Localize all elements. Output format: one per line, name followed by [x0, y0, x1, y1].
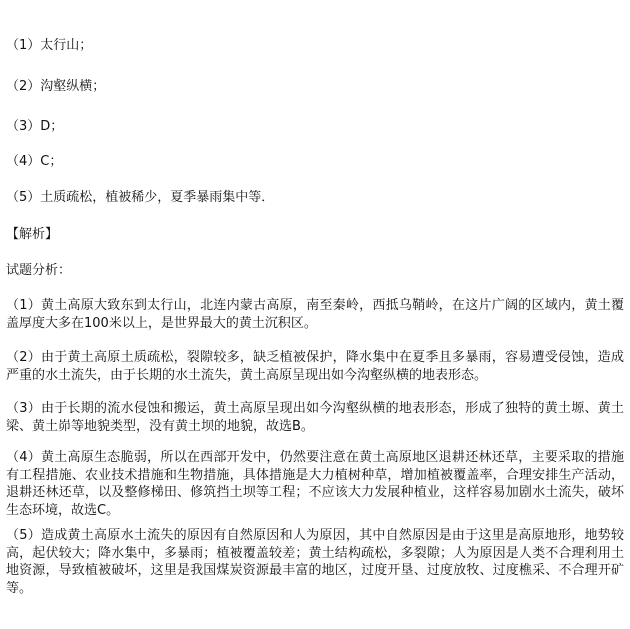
answer-3: （3）D；: [6, 119, 64, 134]
analysis-heading: 【解析】: [6, 227, 59, 242]
analysis-paragraph-5: （5）造成黄土高原水土流失的原因有自然原因和人为原因，其中自然原因是由于这里是高原地形，地势较高，起伏较大；降水集中，多暴雨；植被覆盖较差；黄土结构疏松，多裂隙；人为原因是人类不合理利用土地资源，导致植被破坏，这里是我国煤炭资源最丰富的地区，过度开垦、过度放牧、过度樵采、不合理开矿等。: [6, 528, 624, 596]
answer-4: （4）C；: [6, 154, 63, 169]
analysis-paragraph-1: （1）黄土高原大致东到太行山，北连内蒙古高原，南至秦岭，西抵乌鞘岭，在这片广阔的区域内，黄土覆盖厚度大多在100米以上，是世界最大的黄土沉积区。: [6, 298, 624, 331]
answer-2: （2）沟壑纵横；: [6, 79, 106, 94]
analysis-subheading: 试题分析：: [6, 263, 72, 278]
analysis-paragraph-3: （3）由于长期的流水侵蚀和搬运，黄土高原呈现出如今沟壑纵横的地表形态，形成了独特的黄土塬、黄土梁、黄土峁等地貌类型，没有黄土坝的地貌，故选B。: [6, 401, 624, 434]
analysis-paragraph-2: （2）由于黄土高原土质疏松，裂隙较多，缺乏植被保护，降水集中在夏季且多暴雨，容易遭受侵蚀，造成严重的水土流失，由于长期的水土流失，黄土高原呈现出如今沟壑纵横的地表形态。: [6, 350, 624, 383]
answer-5: （5）土质疏松，植被稀少，夏季暴雨集中等．: [6, 190, 275, 205]
answer-1: （1）太行山；: [6, 38, 93, 53]
analysis-paragraph-4: （4）黄土高原生态脆弱，所以在西部开发中，仍然要注意在黄土高原地区退耕还林还草，主要采取的措施有工程措施、农业技术措施和生物措施，具体措施是大力植树种草，增加植被覆盖率，合理安排生产活动，退耕还林还草，以及整修梯田、修筑挡土坝等工程；不应该大力发展种植业，这样容易加剧水土流失，破坏生态环境，故选C。: [6, 450, 624, 518]
